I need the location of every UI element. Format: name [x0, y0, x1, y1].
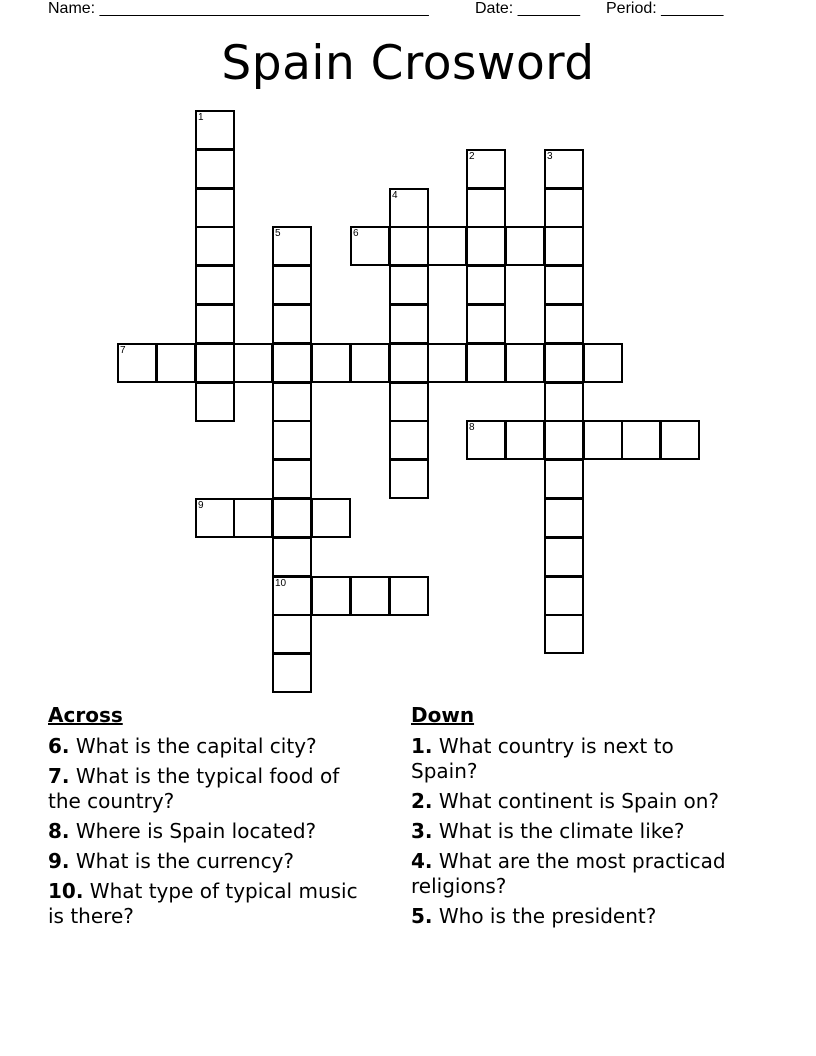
across-clue	[48, 734, 368, 759]
crossword-cell[interactable]	[195, 149, 235, 189]
crossword-cell[interactable]	[195, 343, 235, 383]
crossword-cell[interactable]	[427, 343, 467, 383]
down-clue	[411, 849, 741, 899]
crossword-cell[interactable]	[466, 304, 506, 344]
clue-text: What is the typical food of the country?	[48, 764, 340, 813]
crossword-cell[interactable]	[350, 226, 390, 266]
clue-number: 5.	[411, 904, 433, 928]
clue-number: 1.	[411, 734, 433, 758]
across-clue	[48, 849, 368, 874]
crossword-cell[interactable]	[389, 343, 429, 383]
across-clue	[48, 764, 368, 814]
crossword-cell[interactable]	[389, 265, 429, 305]
crossword-cell[interactable]	[233, 498, 273, 538]
down-clue	[411, 904, 741, 929]
clue-number-label: 1	[198, 112, 204, 123]
page-title: Spain Crosword	[221, 36, 595, 91]
crossword-cell[interactable]	[389, 226, 429, 266]
clue-text: What continent is Spain on?	[432, 789, 720, 813]
crossword-cell[interactable]	[466, 265, 506, 305]
crossword-cell[interactable]	[272, 459, 312, 499]
crossword-cell[interactable]	[350, 343, 390, 383]
crossword-cell[interactable]	[544, 576, 584, 616]
crossword-cell[interactable]	[544, 498, 584, 538]
clue-number: 2.	[411, 789, 433, 813]
crossword-cell[interactable]	[544, 537, 584, 577]
clue-number: 7.	[48, 764, 70, 788]
across-heading: Across	[48, 703, 123, 727]
crossword-cell[interactable]	[350, 576, 390, 616]
clue-number: 10.	[48, 879, 84, 903]
clue-text: What is the capital city?	[69, 734, 317, 758]
crossword-cell[interactable]	[466, 343, 506, 383]
crossword-cell[interactable]	[311, 576, 351, 616]
crossword-cell[interactable]	[544, 382, 584, 422]
clue-number-label: 5	[275, 228, 281, 239]
crossword-cell[interactable]	[544, 420, 584, 460]
crossword-cell[interactable]	[195, 498, 235, 538]
clue-number: 9.	[48, 849, 70, 873]
period-field[interactable]: Period: _______	[606, 0, 724, 17]
crossword-cell[interactable]	[195, 304, 235, 344]
crossword-cell[interactable]	[466, 420, 506, 460]
clue-number: 8.	[48, 819, 70, 843]
crossword-cell[interactable]	[389, 459, 429, 499]
clue-number: 4.	[411, 849, 433, 873]
crossword-cell[interactable]	[544, 226, 584, 266]
crossword-cell[interactable]	[233, 343, 273, 383]
crossword-cell[interactable]	[195, 382, 235, 422]
crossword-cell[interactable]	[389, 188, 429, 228]
crossword-cell[interactable]	[272, 343, 312, 383]
down-clue	[411, 789, 741, 814]
crossword-cell[interactable]	[583, 343, 623, 383]
name-field[interactable]: Name: _____________________________________	[48, 0, 429, 17]
clue-number-label: 3	[547, 151, 553, 162]
crossword-cell[interactable]	[195, 265, 235, 305]
crossword-cell[interactable]	[466, 188, 506, 228]
crossword-cell[interactable]	[195, 110, 235, 150]
crossword-cell[interactable]	[311, 498, 351, 538]
clue-number-label: 8	[469, 422, 475, 433]
crossword-cell[interactable]	[272, 304, 312, 344]
crossword-cell[interactable]	[156, 343, 196, 383]
crossword-cell[interactable]	[466, 226, 506, 266]
crossword-cell[interactable]	[505, 343, 545, 383]
crossword-cell[interactable]	[544, 459, 584, 499]
crossword-cell[interactable]	[505, 420, 545, 460]
crossword-cell[interactable]	[272, 265, 312, 305]
clue-text: Who is the president?	[432, 904, 657, 928]
crossword-cell[interactable]	[272, 614, 312, 654]
crossword-cell[interactable]	[621, 420, 661, 460]
crossword-cell[interactable]	[389, 576, 429, 616]
clue-text: What is the climate like?	[432, 819, 685, 843]
crossword-cell[interactable]	[660, 420, 700, 460]
crossword-cell[interactable]	[544, 188, 584, 228]
crossword-cell[interactable]	[389, 420, 429, 460]
crossword-cell[interactable]	[389, 304, 429, 344]
crossword-cell[interactable]	[466, 149, 506, 189]
crossword-cell[interactable]	[272, 420, 312, 460]
crossword-cell[interactable]	[544, 265, 584, 305]
clue-text: What is the currency?	[69, 849, 295, 873]
crossword-cell[interactable]	[311, 343, 351, 383]
down-clues	[411, 702, 741, 934]
crossword-cell[interactable]	[272, 498, 312, 538]
crossword-cell[interactable]	[544, 343, 584, 383]
clue-text: Where is Spain located?	[69, 819, 317, 843]
clue-text: What type of typical music is there?	[48, 879, 358, 928]
clue-number-label: 2	[469, 151, 475, 162]
down-clue	[411, 734, 741, 784]
crossword-cell[interactable]	[544, 304, 584, 344]
clue-text: What country is next to Spain?	[411, 734, 674, 783]
clue-number: 6.	[48, 734, 70, 758]
across-clue	[48, 879, 368, 929]
across-clues	[48, 702, 368, 934]
clue-number-label: 7	[120, 345, 126, 356]
crossword-cell[interactable]	[272, 382, 312, 422]
crossword-cell[interactable]	[505, 226, 545, 266]
down-clue	[411, 819, 741, 844]
crossword-cell[interactable]	[544, 614, 584, 654]
crossword-cell[interactable]	[272, 537, 312, 577]
crossword-cell[interactable]	[583, 420, 623, 460]
crossword-cell[interactable]	[272, 576, 312, 616]
clue-text: What are the most practicad religions?	[411, 849, 726, 898]
clue-number-label: 6	[353, 228, 359, 239]
clue-number: 3.	[411, 819, 433, 843]
crossword-cell[interactable]	[117, 343, 157, 383]
crossword-cell[interactable]	[427, 226, 467, 266]
crossword-cell[interactable]	[272, 226, 312, 266]
clue-number-label: 4	[392, 190, 398, 201]
crossword-cell[interactable]	[195, 226, 235, 266]
crossword-cell[interactable]	[272, 653, 312, 693]
clue-number-label: 10	[275, 578, 287, 589]
crossword-cell[interactable]	[389, 382, 429, 422]
clue-number-label: 9	[198, 500, 204, 511]
across-clue	[48, 819, 368, 844]
down-heading: Down	[411, 703, 475, 727]
date-field[interactable]: Date: _______	[475, 0, 580, 17]
crossword-cell[interactable]	[195, 188, 235, 228]
crossword-cell[interactable]	[544, 149, 584, 189]
